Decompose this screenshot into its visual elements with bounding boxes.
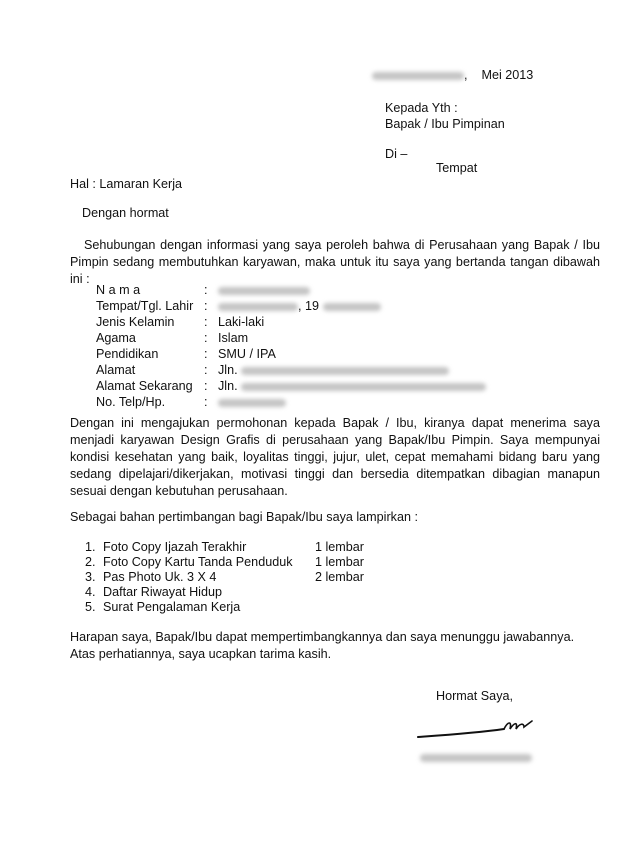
biodata-label: Pendidikan [96,347,159,361]
closing-line-1: Harapan saya, Bapak/Ibu dapat mempertimbangkannya dan saya menunggu jawabannya. [70,630,575,644]
biodata-label: Agama [96,331,136,345]
closing-line-2: Atas perhatiannya, saya ucapkan tarima kasih. [70,647,332,661]
signoff: Hormat Saya, [436,689,513,703]
attachment-item: 4. Daftar Riwayat Hidup [85,585,222,599]
biodata-value: Jln. [218,379,238,393]
biodata-label: Alamat [96,363,136,377]
body-paragraph: Dengan ini mengajukan permohonan kepada Bapak / Ibu, kiranya dapat menerima saya menjadi karyawan Design Grafis di perusahaan yang Bapak/Ibu Pimpin. Saya mempunyai kondisi kesehatan yang baik, loyalitas tinggi, jujur, ulet, cepat memahami bidang baru yang sedang dipelajari/dikerjakan, motivasi tinggi dan bersedia ditempatkan dibagian manapun sesuai dengan kebutuhan perusahaan. [70,416,600,498]
intro-paragraph: Sehubungan dengan informasi yang saya peroleh bahwa di Perusahaan yang Bapak / Ibu Pimpin sedang membutuhkan karyawan, maka untuk itu saya yang bertanda tangan dibawah ini : [70,238,600,286]
redacted-city [372,72,464,80]
biodata-value: Islam [218,331,249,345]
biodata-label: Jenis Kelamin [96,315,175,329]
redacted-phone [218,399,286,407]
recipient-line-1: Kepada Yth : [385,101,458,115]
biodata-value: Jln. [218,363,238,377]
biodata-value: , 19 [298,299,320,313]
redacted-signer-name [420,754,532,762]
biodata-label: Alamat Sekarang [96,379,193,393]
attachments-intro: Sebagai bahan pertimbangan bagi Bapak/Ibu saya lampirkan : [70,510,418,524]
redacted-address [241,367,449,375]
attachment-item: 2. Foto Copy Kartu Tanda Penduduk 1 lembar [85,555,364,569]
date-line: , Mei 2013 [372,68,533,82]
biodata-label: N a m a [96,283,141,297]
attachment-item: 3. Pas Photo Uk. 3 X 4 2 lembar [85,570,364,584]
subject-line: Hal : Lamaran Kerja [70,177,182,191]
redacted-name [218,287,310,295]
letter-page: , Mei 2013 Kepada Yth : Bapak / Ibu Pimpinan Di – Tempat Hal : Lamaran Kerja Dengan hormat Sehubungan dengan informasi yang saya peroleh bahwa di Perusahaan yang Bapak / Ibu Pimpin sedang membutuhkan karyawan, maka untuk itu saya yang bertanda tangan dibawah ini : N a m a : Tempat/Tgl. Lahir : , 19 Jenis Kelamin : Laki-laki Agama : Islam Pendidikan : SMU / IPA Alamat : Jln. Alamat Sekarang : Jln. No. Telp/Hp. : Dengan ini mengajukan permohonan kepada Bapak / Ibu, kiranya dapat menerima saya menjadi karyawan Design Grafis di perusahaan yang Bapak/Ibu Pimpin. Saya mempunyai kondisi kesehatan yang baik, loyalitas tinggi, jujur, ulet, cepat memahami bidang baru yang sedang dipelajari/dikerjakan, motivasi tinggi dan bersedia ditempatkan dibagian manapun sesuai dengan kebutuhan perusahaan. Sebagai bahan pertimbangan bagi Bapak/Ibu saya lampirkan : 1. Foto Copy Ijazah Terakhir 1 lembar 2. Foto Copy Kartu Tanda Penduduk 1 lembar 3. Pas Photo Uk. 3 X 4 2 lembar 4. Daftar Riwayat Hidup 5. Surat Pengalaman Kerja Harapan saya, Bapak/Ibu dapat mempertimbangkannya dan saya menunggu jawabannya. Atas perhatiannya, saya ucapkan tarima kasih. Hormat Saya, [0,0,640,853]
date-month-year: Mei 2013 [481,68,534,82]
greeting: Dengan hormat [82,206,169,220]
biodata-label: No. Telp/Hp. [96,395,166,409]
biodata-label: Tempat/Tgl. Lahir [96,299,194,313]
biodata-value: SMU / IPA [218,347,276,361]
recipient-line-2: Bapak / Ibu Pimpinan [385,117,505,131]
redacted-current-address [241,383,486,391]
signature-image [416,715,536,745]
redacted-birthplace [218,303,298,311]
recipient-line-3: Di – [385,147,408,161]
redacted-birthdate [323,303,381,311]
biodata-value: Laki-laki [218,315,265,329]
recipient-line-4: Tempat [436,161,478,175]
attachment-item: 5. Surat Pengalaman Kerja [85,600,241,614]
attachment-item: 1. Foto Copy Ijazah Terakhir 1 lembar [85,540,364,554]
